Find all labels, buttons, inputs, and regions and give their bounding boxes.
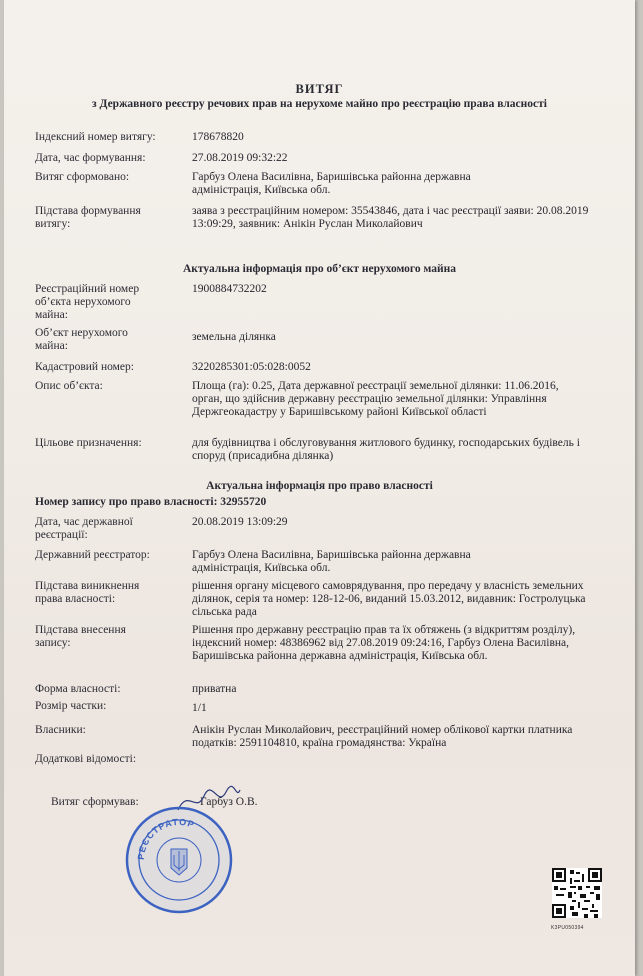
obj-value: земельна ділянка xyxy=(192,331,276,343)
cad-label: Кадастровий номер: xyxy=(35,361,134,373)
extra-label: Додаткові відомості: xyxy=(35,753,137,765)
registrar-value: Гарбуз Олена Василівна, Баришівська районна державна адміністрація, Київська обл. xyxy=(192,549,471,574)
object-section-heading: Актуальна інформація про об’єкт нерухомого майна xyxy=(183,263,456,275)
reg-value: 1900884732202 xyxy=(192,283,267,295)
share-value: 1/1 xyxy=(192,702,207,714)
form-label: Форма власності: xyxy=(35,683,121,695)
purpose-value: для будівництва і обслуговування житлового будинку, господарських будівель і споруд (присадибна ділянка) xyxy=(192,437,580,462)
formed-by-label: Витяг сформував: xyxy=(51,796,139,808)
official-seal-icon xyxy=(124,805,234,915)
entry-label: Підстава внесення запису: xyxy=(35,624,126,649)
basis-label: Підстава формування витягу: xyxy=(35,205,141,230)
document-subtitle: з Державного реєстру речових прав на нерухоме майно про реєстрацію права власності xyxy=(92,98,547,110)
owners-value: Анікін Руслан Миколайович, реєстраційний номер облікової картки платника податків: 2591104810, країна громадянства: Україна xyxy=(192,724,573,749)
owners-label: Власники: xyxy=(35,724,86,736)
form-value: приватна xyxy=(192,683,237,695)
formed-value: Гарбуз Олена Василівна, Баришівська районна державна адміністрація, Київська обл. xyxy=(192,171,471,196)
cad-value: 3220285301:05:028:0052 xyxy=(192,361,311,373)
document-page xyxy=(4,0,635,976)
entry-value: Рішення про державну реєстрацію прав та їх обтяжень (з відкриттям розділу), індексний номер: 48386962 від 27.08.2019 09:24:16, Гарбуз Олена Василівна, Баришівська районна державна адміністрація, Київська обл. xyxy=(192,624,576,662)
seal-text: РЕЄСТРАТОР xyxy=(135,816,197,861)
formed-label: Витяг сформовано: xyxy=(35,171,130,183)
right-section-heading: Актуальна інформація про право власності xyxy=(206,480,433,492)
regdate-label: Дата, час державної реєстрації: xyxy=(35,516,133,541)
record-number-heading: Номер запису про право власності: 32955720 xyxy=(35,496,267,508)
formed-by-value: Гарбуз О.В. xyxy=(200,796,258,808)
qr-code-icon xyxy=(552,868,602,918)
origin-value: рішення органу місцевого самоврядування, про передачу у власність земельних ділянок, серія та номер: 128-12-06, виданий 15.03.2012, видавник: Гостролуцька сільська рада xyxy=(192,580,586,618)
desc-value: Площа (га): 0.25, Дата державної реєстрації земельної ділянки: 11.06.2016, орган, що здійснив державну реєстрацію земельної ділянки: Управління Держгеокадастру у Баришівському районі Київської області xyxy=(192,380,559,418)
index-value: 178678820 xyxy=(192,131,244,143)
index-label: Індексний номер витягу: xyxy=(35,131,156,143)
origin-label: Підстава виникнення права власності: xyxy=(35,580,140,605)
document-title: ВИТЯГ xyxy=(295,82,344,96)
reg-label: Реєстраційний номер об’єкта нерухомого майна: xyxy=(35,283,140,321)
obj-label: Об’єкт нерухомого майна: xyxy=(35,327,128,352)
date-label: Дата, час формування: xyxy=(35,152,146,164)
date-value: 27.08.2019 09:32:22 xyxy=(192,152,288,164)
basis-value: заява з реєстраційним номером: 35543846, дата і час реєстрації заяви: 20.08.2019 13:09:29, заявник: Анікін Руслан Миколайович xyxy=(192,205,589,230)
regdate-value: 20.08.2019 13:09:29 xyxy=(192,516,288,528)
share-label: Розмір частки: xyxy=(35,700,107,712)
registrar-label: Державний реєстратор: xyxy=(35,549,150,561)
qr-caption: K3PU050394 xyxy=(551,925,584,931)
desc-label: Опис об’єкта: xyxy=(35,380,103,392)
purpose-label: Цільове призначення: xyxy=(35,437,142,449)
